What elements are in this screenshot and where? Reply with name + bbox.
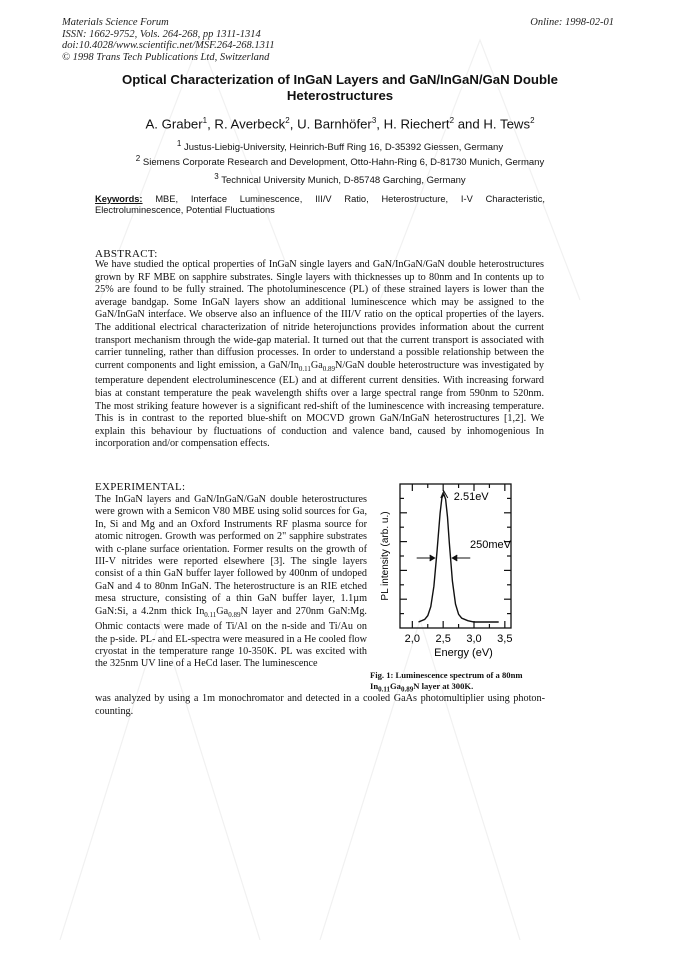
keywords: [95, 194, 545, 216]
author-affiliation-mark: 3: [371, 116, 377, 125]
fwhm-arrowhead-right: [452, 555, 457, 561]
author-name: H. Riechert: [383, 116, 450, 132]
author-name: H. Tews: [483, 116, 531, 132]
online-date: Online: 1998-02-01: [530, 17, 614, 28]
fwhm-arrowhead-left: [430, 555, 435, 561]
x-tick-label: 3,5: [497, 633, 513, 645]
x-tick-label: 2,5: [435, 633, 451, 645]
author-affiliation-mark: 1: [202, 116, 208, 125]
journal-header: [62, 17, 275, 63]
author-name: A. Graber: [145, 116, 203, 132]
doi-line[interactable]: doi:10.4028/www.scientific.net/MSF.264-268.1311: [62, 40, 275, 51]
keywords-text: MBE, Interface Luminescence, III/V Ratio, Heterostructure, I-V Characteristic, Electroluminescence, Potential Fluctuations: [95, 194, 545, 215]
experimental-heading: EXPERIMENTAL:: [95, 481, 186, 493]
affiliation-1: $^1$ Justus-Liebig-University, Heinrich-Buff Ring 16, D-35392 Giessen, Germany: [176, 139, 504, 154]
paper-title: Optical Characterization of InGaN Layers and GaN/InGaN/GaN Double Heterostructures: [121, 72, 558, 103]
abstract-body: We have studied the optical properties of InGaN single layers and GaN/InGaN/GaN double heterostructures grown by RF MBE on sapphire substrates. Single layers with thicknesses up to 80nm and In contents up to 25% are found to be fully strained. The photoluminescence (PL) of these strained layers is lower than the average bandgap. Some InGaN layers show an additional luminescence which may be assigned to the GaN/InGaN interface. We observe also an influence of the III/V ratio on the optical properties of the layers. The additional electrical characterization of nitride heterojunctions provides information about the current transport mechanism through the wide-gap material. It turned out that the current transport is associated with carrier tunneling, rather than diffusion processes. In order to understand a possible relationship between the current components and light emission, a GaN/$In_{0.11}Ga_{0.89}N$/GaN double heterostructure was investigated by temperature dependent electroluminescence (EL) and at different current densities. With increasing forward bias at constant temperature the peak wavelength shifts over a large spectral range from 590nm to 520nm. The most striking feature however is a significant red-shift of the luminescence with increasing temperature. This is in contrast to the reported blue-shift on MOCVD grown GaN/InGaN heterostructures [1,2]. We explain this behaviour by fluctuations of conduction and valence band, caused by inhomogenious In incorporation and/or compensation effects.: [95, 259, 544, 450]
experimental-body: The InGaN layers and GaN/InGaN/GaN double heterostructures were grown with a Semicon V80 MBE using solid sources for Ga, In, Si and Mg and an Oxford Instruments RF plasma source for atomic nitrogen. Growth was performed on 2" sapphire substrates with c-plane surface orientation. Former results on the growth of III-V nitrides were reported elsewhere [3]. The single layers consist of a thin GaN buffer layer followed by 400nm of undoped GaN and 4 to 80nm InGaN. The heterostructure is an RIE etched mesa structure, consisting of a thin GaN buffer layer, 1.1µm GaN:Si, a 4.2nm thick $In_{0.11}Ga_{0.89}N$ layer and 270nm GaN:Mg. Ohmic contacts were made of Ti/Al on the n-side and Ti/Au on the p-side. PL- and EL-spectra were measured in a He cooled flow cryostat in the temperature range 10-350K. PL was excited with the 325nm UV line of a HeCd laser. The luminescence: [95, 494, 367, 670]
abstract-heading: ABSTRACT:: [95, 248, 158, 260]
y-axis-label: PL intensity (arb. u.): [380, 511, 391, 601]
experimental-body-continued: was analyzed by using a 1m monochromator and detected in a cooled GaAs photomultiplier using photon-counting.: [95, 693, 545, 717]
journal-name: Materials Science Forum: [62, 17, 169, 28]
author-affiliation-mark: 2: [285, 116, 290, 125]
peak-annotation: 2.51eV: [453, 491, 489, 503]
pl-spectrum-chart: [376, 478, 546, 666]
author-affiliation-mark: 2: [530, 116, 535, 125]
figure-caption: Fig. 1: Luminescence spectrum of a 80nm $In_{0.11}Ga_{0.89}N$ layer at 300K.: [370, 670, 523, 694]
x-tick-label: 3,0: [466, 633, 482, 645]
fwhm-annotation: 250meV: [470, 539, 511, 551]
x-axis-label: Energy (eV): [434, 647, 493, 659]
author-list: A. Graber$^1$, R. Averbeck$^2$, U. Barnhöfer$^3$, H. Riechert$^2$ and H. Tews$^2$: [145, 116, 535, 132]
affiliation-3: $^3$ Technical University Munich, D-85748 Garching, Germany: [214, 172, 466, 187]
x-tick-label: 2,0: [404, 633, 420, 645]
affiliation-2: $^2$ Siemens Corporate Research and Development, Otto-Hahn-Ring 6, D-81730 Munich, Germany: [135, 154, 545, 169]
copyright-line: © 1998 Trans Tech Publications Ltd, Switzerland: [62, 51, 270, 63]
issn-line: ISSN: 1662-9752, Vols. 264-268, pp 1311-1314: [62, 28, 261, 40]
keywords-label: Keywords:: [95, 194, 143, 204]
author-name: U. Barnhöfer: [297, 116, 372, 132]
author-affiliation-mark: 2: [449, 116, 455, 125]
author-name: R. Averbeck: [214, 116, 286, 132]
